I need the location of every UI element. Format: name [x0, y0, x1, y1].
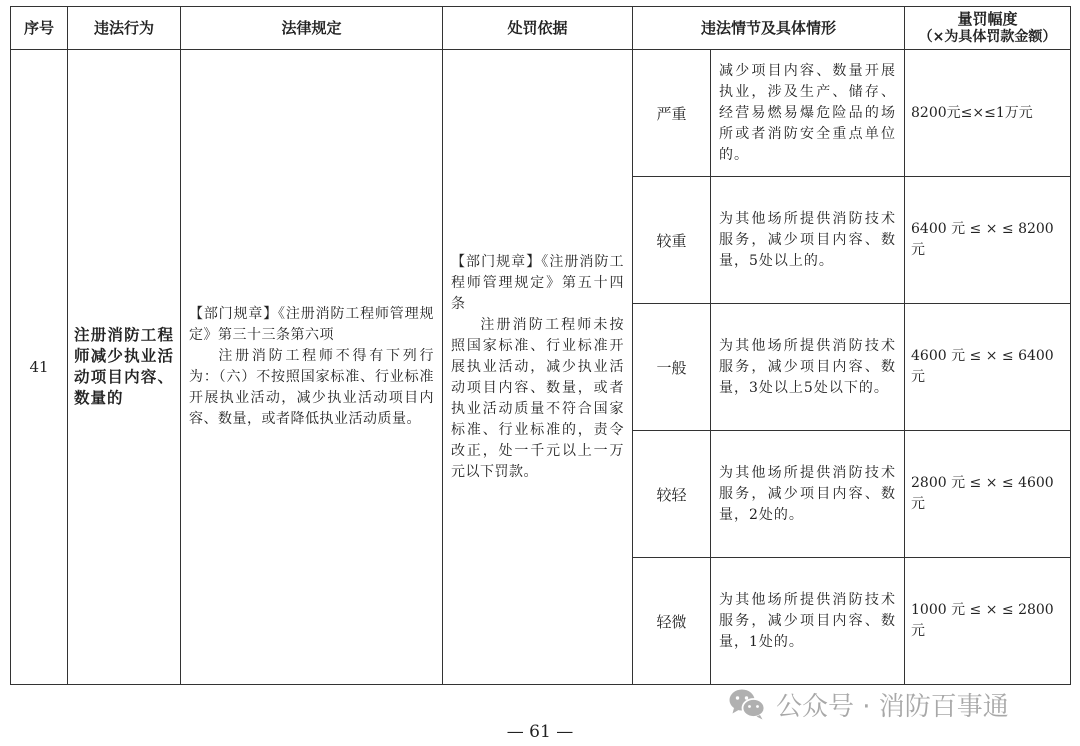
- watermark-text: 公众号 · 消防百事通: [776, 691, 1009, 722]
- law-title: 【部门规章】《注册消防工程师管理规定》第三十三条第六项: [189, 306, 434, 343]
- watermark: [728, 684, 1009, 724]
- table-row: [11, 50, 1071, 177]
- row-number: 41: [11, 50, 68, 685]
- detail-cell: 为其他场所提供消防技术服务，减少项目内容、数量，2处的。: [711, 431, 905, 558]
- header-basis: 处罚依据: [443, 7, 633, 50]
- amount-cell: 2800 元 ≤ × ≤ 4600 元: [905, 431, 1071, 558]
- header-row: [11, 7, 1071, 50]
- level-cell: 严重: [633, 50, 711, 177]
- amount-cell: 1000 元 ≤ × ≤ 2800 元: [905, 558, 1071, 685]
- detail-cell: 减少项目内容、数量开展执业，涉及生产、储存、经营易燃易爆危险品的场所或者消防安全重点单位的。: [711, 50, 905, 177]
- detail-cell: 为其他场所提供消防技术服务，减少项目内容、数量，5处以上的。: [711, 177, 905, 304]
- level-cell: 轻微: [633, 558, 711, 685]
- basis-text: 注册消防工程师未按照国家标准、行业标准开展执业活动，减少执业活动项目内容、数量，或者执业活动质量不符合国家标准、行业标准的，责令改正，处一千元以上一万元以下罚款。: [451, 316, 624, 480]
- amount-cell: 8200元≤×≤1万元: [905, 50, 1071, 177]
- law-text: 注册消防工程师不得有下列行为：（六）不按照国家标准、行业标准开展执业活动，减少执业活动项目内容、数量，或者降低执业活动质量。: [189, 348, 434, 427]
- page-number: — 61 —: [506, 722, 574, 742]
- level-cell: 较重: [633, 177, 711, 304]
- penalty-basis: [443, 50, 633, 685]
- header-situation: 违法情节及具体情形: [633, 7, 905, 50]
- header-act: 违法行为: [68, 7, 181, 50]
- basis-title: 【部门规章】《注册消防工程师管理规定》第五十四条: [451, 253, 624, 312]
- level-cell: 一般: [633, 304, 711, 431]
- header-law: 法律规定: [181, 7, 443, 50]
- wechat-icon: [728, 687, 766, 721]
- level-cell: 较轻: [633, 431, 711, 558]
- header-range-title: 量罚幅度: [957, 10, 1018, 28]
- amount-cell: 6400 元 ≤ × ≤ 8200 元: [905, 177, 1071, 304]
- detail-cell: 为其他场所提供消防技术服务，减少项目内容、数量，3处以上5处以下的。: [711, 304, 905, 431]
- penalty-table: [10, 6, 1071, 685]
- violation-act: 注册消防工程师减少执业活动项目内容、数量的: [68, 50, 181, 685]
- legal-provision: [181, 50, 443, 685]
- header-num: 序号: [11, 7, 68, 50]
- header-range-sub: （×为具体罚款金额）: [918, 29, 1057, 45]
- detail-cell: 为其他场所提供消防技术服务，减少项目内容、数量，1处的。: [711, 558, 905, 685]
- header-range: [905, 7, 1071, 50]
- amount-cell: 4600 元 ≤ × ≤ 6400 元: [905, 304, 1071, 431]
